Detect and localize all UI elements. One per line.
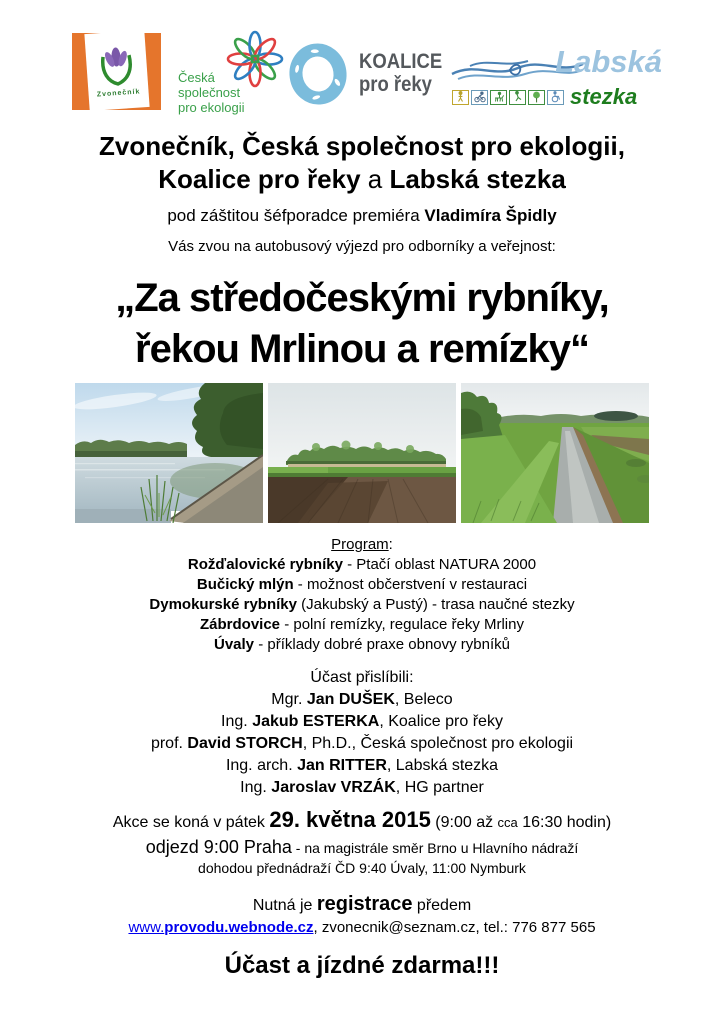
pedestrian-icon — [452, 90, 469, 105]
participant-degree: Mgr. — [271, 691, 307, 708]
participants-heading: Účast přislíbili: — [310, 669, 414, 686]
participant-name: Jan DUŠEK — [306, 691, 395, 708]
field-remizek-photo — [268, 383, 456, 523]
zvonecnik-label: Zvonečník — [96, 88, 141, 99]
contact-rest: , zvonecnik@seznam.cz, tel.: 776 877 565 — [313, 919, 596, 936]
participant-item — [0, 733, 724, 755]
photo-strip — [0, 383, 724, 523]
patronage-text: pod záštitou šéfporadce premiéra — [167, 206, 425, 225]
program-heading: Program — [331, 536, 389, 553]
event-date: 29. května 2015 — [269, 807, 431, 832]
participant-org: , Beleco — [394, 691, 453, 708]
organizers-title-line2 — [0, 163, 724, 196]
participant-name: Jan RITTER — [297, 757, 387, 774]
koalice-wordmark — [359, 50, 442, 96]
departure-line — [0, 836, 724, 859]
koalice-line1: KOALICE — [359, 50, 443, 73]
channel-mrlina-photo — [461, 383, 649, 523]
labska-wordmark: Labská — [555, 44, 662, 79]
program-item-place: Bučický mlýn — [196, 576, 294, 593]
program-item-desc: - příklady dobré praxe obnovy rybníků — [254, 636, 510, 653]
contact-line — [0, 918, 724, 938]
ecology-society-name — [178, 70, 245, 115]
ecology-society-logo — [178, 30, 284, 116]
program-item — [0, 555, 724, 575]
event-time-end: 16:30 hodin) — [517, 814, 612, 831]
labska-icon-row — [452, 84, 637, 110]
participant-degree: Ing. — [240, 779, 272, 796]
program-item-place: Úvaly — [214, 636, 255, 653]
program-section — [0, 535, 724, 655]
ecology-society-line3: pro ekologii — [178, 100, 245, 115]
stops-line: dohodou přednádraží ČD 9:40 Úvaly, 11:00 Nymburk — [198, 860, 526, 876]
program-item-desc: (Jakubský a Pustý) - trasa naučné stezky — [296, 596, 575, 613]
ecology-society-line1: Česká — [178, 70, 215, 85]
participant-name: Jaroslav VRZÁK — [271, 779, 396, 796]
invitation-line: Vás zvou na autobusový výjezd pro odborníky a veřejnost: — [168, 238, 556, 255]
program-heading-line — [0, 535, 724, 555]
patronage-line — [0, 206, 724, 226]
participant-org: , Koalice pro řeky — [379, 713, 503, 730]
event-time-cca: cca — [497, 815, 518, 830]
event-title — [0, 273, 724, 375]
organizer-koalice: Koalice pro řeky — [158, 164, 361, 194]
event-details-section — [0, 807, 724, 878]
logo-row — [60, 30, 664, 116]
labska-stezka-logo — [450, 44, 664, 112]
participant-name: David STORCH — [187, 735, 303, 752]
participant-org: , HG partner — [395, 779, 484, 796]
registration-link-www[interactable]: www. — [128, 919, 165, 936]
zvonecnik-logo — [72, 33, 161, 110]
program-item — [0, 615, 724, 635]
event-time-pre: (9:00 až — [430, 814, 498, 831]
stezka-wordmark: stezka — [570, 84, 638, 109]
bellflower-icon — [95, 43, 138, 90]
participant-item — [0, 777, 724, 799]
registration-link[interactable] — [128, 919, 313, 936]
event-title-line2: řekou Mrlinou a remízky“ — [135, 327, 589, 371]
participant-item — [0, 689, 724, 711]
program-item-desc: - Ptačí oblast NATURA 2000 — [342, 556, 537, 573]
participant-item — [0, 711, 724, 733]
tree-icon — [528, 90, 545, 105]
event-title-line1: „Za středočeskými rybníky, — [115, 276, 609, 320]
program-heading-colon: : — [388, 536, 393, 553]
registration-pre: Nutná je — [252, 897, 317, 914]
patron-name: Vladimíra Špidly — [424, 206, 557, 225]
program-item-desc: - polní remízky, regulace řeky Mrliny — [280, 616, 524, 633]
organizers-separator: a — [360, 164, 390, 194]
participant-degree: Ing. — [221, 713, 253, 730]
registration-heading — [0, 892, 724, 918]
program-item — [0, 575, 724, 595]
program-item-place: Rožďalovické rybníky — [187, 556, 343, 573]
participant-org: , Ph.D., Česká společnost pro ekologii — [302, 735, 574, 752]
registration-link-domain[interactable]: provodu.webnode.cz — [164, 919, 314, 936]
participants-section — [0, 667, 724, 799]
horse-rider-icon — [490, 90, 507, 105]
koalice-pro-reky-logo — [287, 40, 454, 106]
event-date-pre: Akce se koná v pátek — [112, 814, 270, 831]
participant-degree: prof. — [150, 735, 188, 752]
participant-name: Jakub ESTERKA — [252, 713, 380, 730]
free-participation-banner: Účast a jízdné zdarma!!! — [224, 952, 500, 979]
wheelchair-icon — [547, 90, 564, 105]
registration-section — [0, 892, 724, 938]
organizers-title-line1: Zvonečník, Česká společnost pro ekologii, — [99, 131, 625, 161]
departure-detail: - na magistrále směr Brno u Hlavního nádraží — [291, 840, 579, 856]
koalice-line2: pro řeky — [359, 73, 432, 96]
participant-org: , Labská stezka — [386, 757, 499, 774]
cyclist-icon — [471, 90, 488, 105]
program-item — [0, 595, 724, 615]
organizer-labska: Labská stezka — [389, 164, 566, 194]
program-item-place: Zábrdovice — [200, 616, 281, 633]
zvonecnik-card — [84, 30, 149, 111]
stone-icon — [287, 40, 349, 106]
pond-photo — [75, 383, 263, 523]
departure-main: odjezd 9:00 Praha — [145, 837, 292, 857]
program-item-desc: - možnost občerstvení v restauraci — [293, 576, 528, 593]
skater-icon — [509, 90, 526, 105]
registration-word: registrace — [316, 893, 413, 915]
event-date-line — [0, 807, 724, 836]
program-item — [0, 635, 724, 655]
registration-post: předem — [412, 897, 472, 914]
organizers-title — [0, 130, 724, 196]
program-item-place: Dymokurské rybníky — [149, 596, 297, 613]
ecology-society-line2: společnost — [178, 85, 241, 100]
participant-degree: Ing. arch. — [225, 757, 298, 774]
participant-item — [0, 755, 724, 777]
